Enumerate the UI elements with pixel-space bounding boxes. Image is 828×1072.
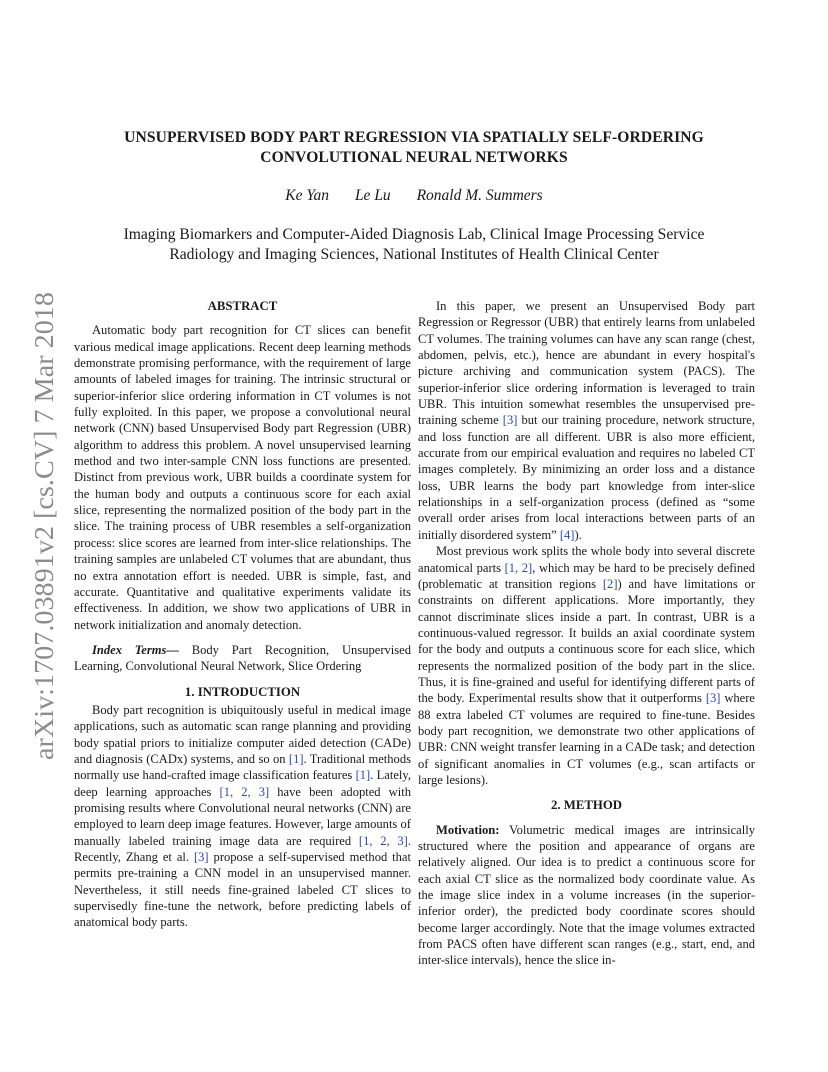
intro-p1-text-b: . Traditional methods normally use hand-crafted image classification features — [74, 751, 411, 783]
affiliation — [60, 225, 768, 265]
author-2: Le Lu — [354, 187, 391, 204]
citation-link[interactable]: [1] — [288, 751, 304, 766]
arxiv-stamp — [20, 290, 64, 760]
citation-link[interactable]: [3] — [502, 413, 518, 428]
citation-link[interactable]: [2] — [602, 576, 618, 591]
intro-p3-text-c: ) and have limitations or constraints on different applications. More importantly, they cannot discriminate slices inside a part. In contrast, UBR is a continuous-valued regressor. It builds an axial coordinate system for the body and outputs a continuous score for each slice, which represents the normalized position of the body part in the slice. Thus, it is fine-grained and useful for identifying different parts of the body. Experimental results show that it outperforms — [418, 576, 755, 706]
index-terms-text: Body Part Recognition, Unsupervised Learning, Convolutional Neural Network, Slice Ordering — [74, 642, 411, 674]
intro-p3-text-a: Most previous work splits the whole body into several discrete anatomical parts — [418, 544, 755, 575]
left-column — [74, 298, 411, 931]
citation-link[interactable]: [1, 2] — [504, 560, 533, 575]
intro-p2-text-c: ). — [574, 527, 582, 542]
author-3: Ronald M. Summers — [416, 187, 543, 204]
motivation-paragraph — [418, 822, 755, 969]
citation-link[interactable]: [4] — [559, 527, 575, 542]
intro-paragraph-2 — [418, 298, 755, 543]
intro-paragraph-1 — [74, 702, 411, 931]
author-1: Ke Yan — [285, 187, 330, 204]
title-line-1: UNSUPERVISED BODY PART REGRESSION VIA SPATIALLY SELF-ORDERING — [124, 129, 704, 146]
title-line-2: CONVOLUTIONAL NEURAL NETWORKS — [260, 148, 568, 166]
index-terms-label: Index Terms— — [92, 642, 179, 657]
paper-title — [90, 128, 738, 167]
intro-p2-text-b: but our training procedure, network structure, and loss function are all different. UBR is also more efficient, accurate from our empirical evaluation and requires no labeled CT images completely. By minimizing an order loss and a distance loss, UBR learns the body part knowledge from inter-slice relationships in a self-organization process (defined as “some overall order arises from local interactions between parts of an initially disordered system” — [418, 413, 756, 542]
intro-paragraph-3 — [418, 543, 755, 788]
abstract-text: Automatic body part recognition for CT slices can benefit various medical image applications. Recent deep learning methods demonstrate promising performance, with the requirement of large amounts of labeled images for training. The intrinsic structural or superior-inferior slice ordering information in CT volumes is not fully exploited. In this paper, we propose a convolutional neural network (CNN) based Unsupervised Body part Regression (UBR) algorithm to address this problem. A novel unsupervised learning method and two inter-sample CNN loss functions are presented. Distinct from previous work, UBR builds a coordinate system for the human body and outputs a continuous score for each axial slice, representing the normalized position of the body part in the slice. The training process of UBR resembles a self-organization process: slice scores are learned from inter-slice relationships. The training samples are unlabeled CT volumes that are abundant, thus no extra annotation effort is needed. UBR is simple, fast, and accurate. Quantitative and qualitative experiments validate its effectiveness. In addition, we show two applications of UBR in network initialization and anomaly detection. — [74, 323, 411, 632]
intro-p1-text-a: Body part recognition is ubiquitously useful in medical image applications, such as automatic scan range planning and providing body spatial priors to initialize computer aided detection (CADe) and diagnosis (CADx) systems, and so on — [74, 702, 411, 766]
author-list — [90, 187, 738, 205]
intro-p1-text-f: propose a self-supervised method that permits pre-training a CNN model in an unsupervised manner. Nevertheless, it still needs fine-grained labeled CT slices to supervisedly fine-tune the network, before predicting labels of anatomical body parts. — [74, 850, 411, 930]
citation-link[interactable]: [1, 2, 3] — [219, 784, 270, 799]
introduction-heading: 1. INTRODUCTION — [184, 684, 301, 699]
method-heading: 2. METHOD — [550, 798, 623, 813]
intro-p3-text-b: , which may be hard to be precisely defined (problematic at transition regions — [418, 560, 755, 591]
intro-p3-text-d: where 88 extra labeled CT volumes are required to fine-tune. Besides body part recognition, we demonstrate two other applications of UBR: CNN weight transfer learning in a CADe task; and detection of significant anomalies in CT volumes (e.g., scan artifacts or large lesions). — [418, 691, 755, 787]
intro-p1-text-e: . Recently, Zhang et al. — [74, 833, 411, 864]
citation-link[interactable]: [1] — [355, 768, 371, 783]
citation-link[interactable]: [1, 2, 3] — [358, 833, 408, 848]
affiliation-line-2: Radiology and Imaging Sciences, National Institutes of Health Clinical Center — [169, 246, 659, 264]
affiliation-line-1: Imaging Biomarkers and Computer-Aided Diagnosis Lab, Clinical Image Processing Service — [123, 226, 705, 243]
motivation-label: Motivation: — [436, 822, 500, 837]
intro-p1-text-d: have been adopted with promising results where Convolutional neural networks (CNN) are employed to learn deep image features. However, large amounts of manually labeled training image data are required — [74, 784, 411, 848]
intro-p2-text-a: In this paper, we present an Unsupervised Body part Regression or Regressor (UBR) that entirely learns from unlabeled CT volumes. The training volumes can have any scan range (chest, abdomen, pelvis, etc.), hence are abundant in every hospital's picture archiving and communication system (PACS). The superior-inferior slice ordering information is leveraged to train UBR. This intuition somewhat resembles the unsupervised pre-training scheme — [418, 299, 755, 428]
index-terms — [74, 642, 411, 675]
motivation-text: Volumetric medical images are intrinsically structured where the position and appearance of organs are relatively aligned. Our idea is to predict a continuous score for each axial CT slice as the normalized body coordinate value. As the image slice index in a volume increases (in the superior-inferior order), the predicted body coordinate scores should become larger accordingly. Note that the image volumes extracted from PACS often have different scan ranges (e.g., start, end, and inter-slice intervals), hence the slice in- — [418, 822, 755, 968]
abstract-heading: ABSTRACT — [207, 299, 278, 313]
intro-p1-text-c: . Lately, deep learning approaches — [74, 768, 411, 799]
arxiv-id: arXiv:1707.03891v2 [cs.CV] 7 Mar 2018 — [29, 311, 59, 760]
right-column — [418, 298, 755, 969]
citation-link[interactable]: [3] — [705, 691, 721, 706]
citation-link[interactable]: [3] — [193, 850, 209, 864]
